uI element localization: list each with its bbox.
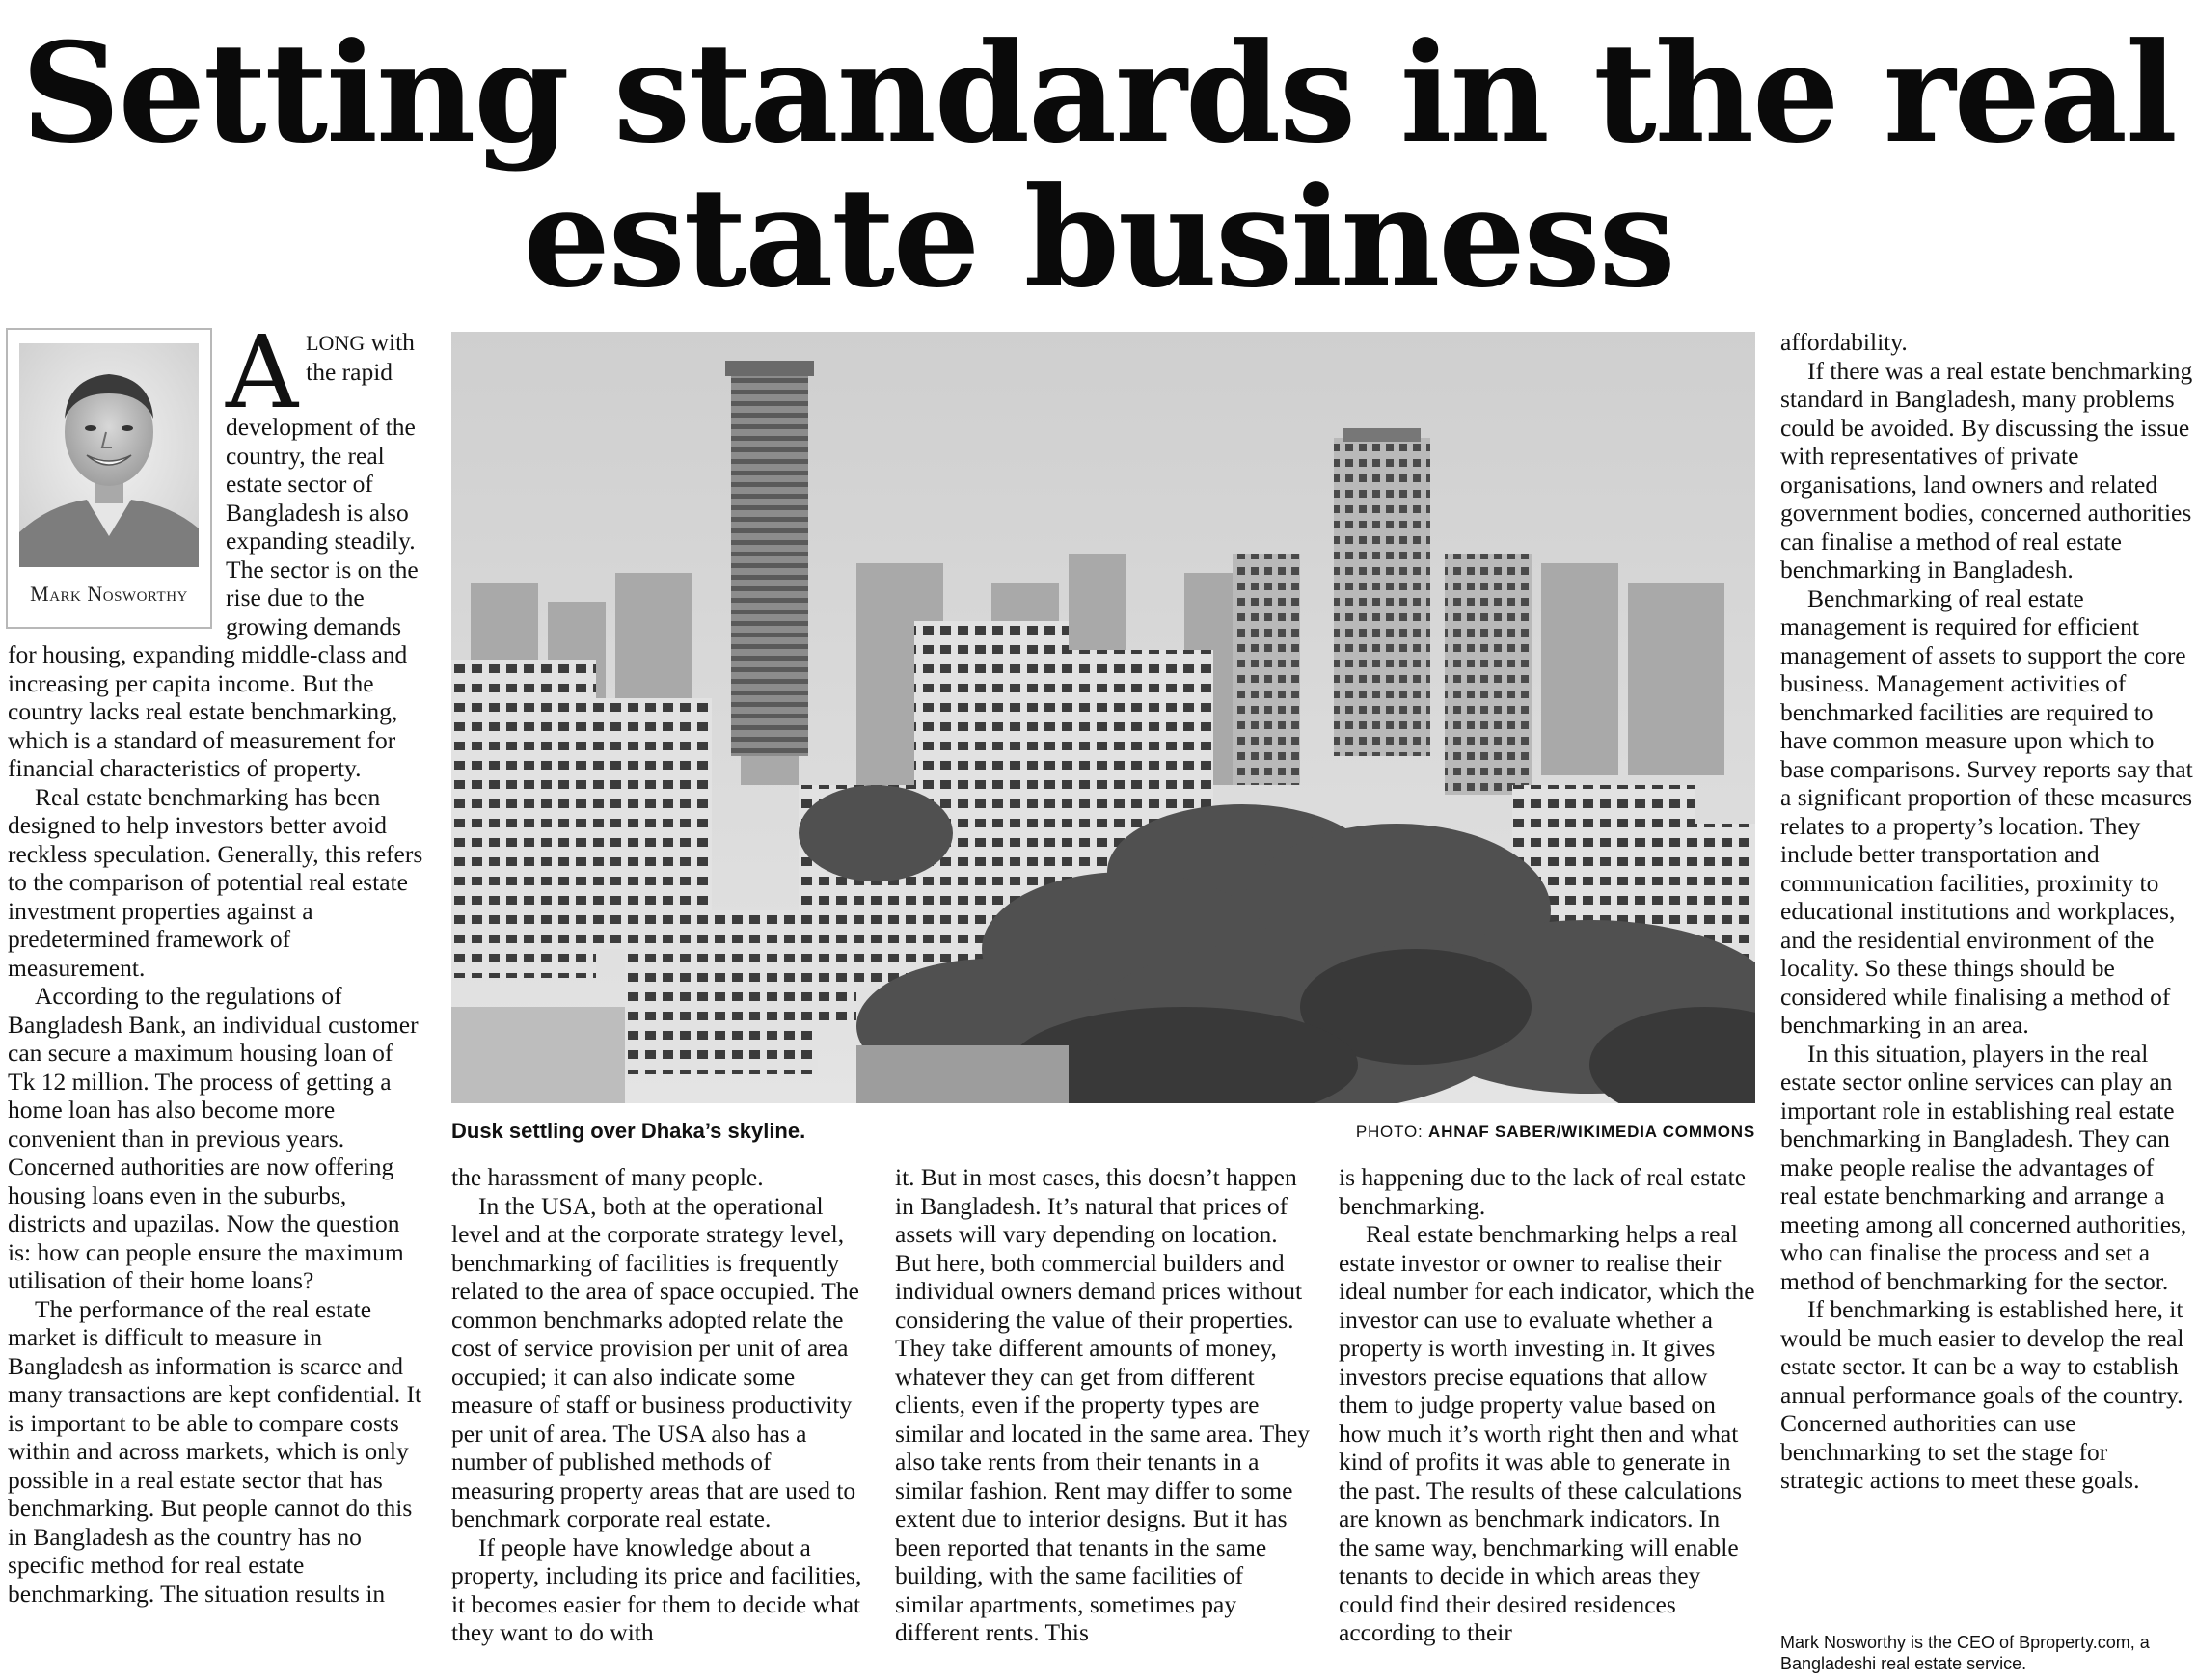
paragraph: In this situation, players in the real estate sector online services can play an important role in establishing real estate benchmarking in Bangladesh. They can make people realise the advantages of real estate benchmarking and arrange a meeting among all concerned authorities, who can finalise the process and set a method of benchmarking for the sector. xyxy=(1780,1039,2187,1295)
article-column-5 xyxy=(1780,328,2193,1611)
article-column-4 xyxy=(1339,1163,1755,1674)
photo-caption: Dusk settling over Dhaka’s skyline. xyxy=(451,1119,806,1143)
skyline-photo xyxy=(451,332,1755,1103)
author-box xyxy=(6,328,212,629)
paragraph: it. But in most cases, this doesn’t happen in Bangladesh. It’s natural that prices of assets will vary depending on location. But here, both commercial builders and individual owners demand prices without considering the value of their properties. They take different amounts of money, whatever they can get from different clients, even if the property types are similar and located in the same area. They also take rents from their tenants in a similar fashion. Rent may differ to some extent due to interior designs. But it has been reported that tenants in the same building, with the same facilities of similar apartments, sometimes pay different rents. This xyxy=(895,1163,1311,1646)
lead-word: LONG xyxy=(306,331,366,355)
photo-credit-name: AHNAF SABER/WIKIMEDIA COMMONS xyxy=(1428,1123,1755,1141)
paragraph: the harassment of many people. xyxy=(451,1163,764,1191)
author-photo xyxy=(19,343,199,567)
paragraph: If benchmarking is established here, it would be much easier to develop the real estate sector. It can be a way to establish annual performance goals of the country. Concerned authorities can use benchmarking to set the stage for strategic actions to meet these goals. xyxy=(1780,1295,2184,1494)
paragraph: According to the regulations of Bangladesh Bank, an individual customer can secure a maximum housing loan of Tk 12 million. The process of getting a home loan has also become more convenient than in previous years. Concerned authorities are now offering housing loans even in the suburbs, districts and upazilas. Now the question is: how can people ensure the maximum utilisation of their home loans? xyxy=(8,982,419,1294)
paragraph: Benchmarking of real estate management is required for efficient management of assets to support the core business. Management activities of benchmarked facilities are required to have common measure upon which to base comparisons. Survey reports say that a significant proportion of these measures relates to a property’s location. They include better transportation and communication facilities, proximity to educational institutions and workplaces, and the residential environment of the locality. So these things should be considered while finalising a method of benchmarking in an area. xyxy=(1780,583,2193,1039)
paragraph: The performance of the real estate market is difficult to measure in Bangladesh as information is scarce and many transactions are kept confidential. It is important to be able to compare costs within and across markets, which is only possible in a real estate sector that has benchmarking. But people cannot do this in Bangladesh as the country has no specific method for real estate benchmarking. The situation results in xyxy=(8,1294,422,1608)
paragraph: Real estate benchmarking has been designed to help investors better avoid reckless speculation. Generally, this refers to the comparison of potential real estate investment properties against a predetermined framework of measurement. xyxy=(8,782,423,982)
author-bio: Mark Nosworthy is the CEO of Bproperty.com, a Bangladeshi real estate service. xyxy=(1780,1633,2150,1673)
paragraph: affordability. xyxy=(1780,328,1908,356)
paragraph: Real estate benchmarking helps a real estate investor or owner to realise their ideal number for each indicator, which the investor can use to evaluate whether a property is worth investing in. It gives investors precise equations that allow them to judge property value based on how much it’s worth right then and what kind of profits it was able to generate in the past. The results of these calculations are known as benchmark indicators. In the same way, benchmarking will enable tenants to decide in which areas they could find their desired residences according to their xyxy=(1339,1220,1755,1646)
paragraph: If people have knowledge about a property, including its price and facilities, it becomes easier for them to decide what they want to do with xyxy=(451,1532,862,1646)
photo-credit-prefix: PHOTO: xyxy=(1355,1123,1424,1141)
article-column-2 xyxy=(451,1163,868,1674)
paragraph: If there was a real estate benchmarking standard in Bangladesh, many problems could be avoided. By discussing the issue with representatives of private organisations, land owners and related government bodies, concerned authorities can finalise a method of real estate benchmarking in Bangladesh. xyxy=(1780,356,2193,583)
author-name: Mark Nosworthy xyxy=(30,581,188,606)
article-column-3 xyxy=(895,1163,1312,1674)
photo-credit xyxy=(1177,1123,1755,1142)
article-column-1 xyxy=(8,313,424,1678)
paragraph: is happening due to the lack of real estate benchmarking. xyxy=(1339,1163,1747,1220)
lead-text: with the rapid development of the country, the real estate sector of Bangladesh is also expanding steadily. The sector is on the rise due to the growing demands for housing, expanding middle-class and increasing per capita income. But the country lacks real estate benchmarking, which is a standard of measurement for financial characteristics of property. xyxy=(8,328,419,782)
paragraph: In the USA, both at the operational level and at the corporate strategy level, benchmarking of facilities is frequently related to the area of space occupied. The common benchmarks adopted relate the cost of service provision per unit of area occupied; it can also indicate some measure of staff or business productivity per unit of area. The USA also has a number of published methods of measuring property areas that are used to benchmark corporate real estate. xyxy=(451,1191,859,1532)
drop-cap: A xyxy=(226,313,299,431)
headline: Setting standards in the real estate business xyxy=(21,14,2176,318)
